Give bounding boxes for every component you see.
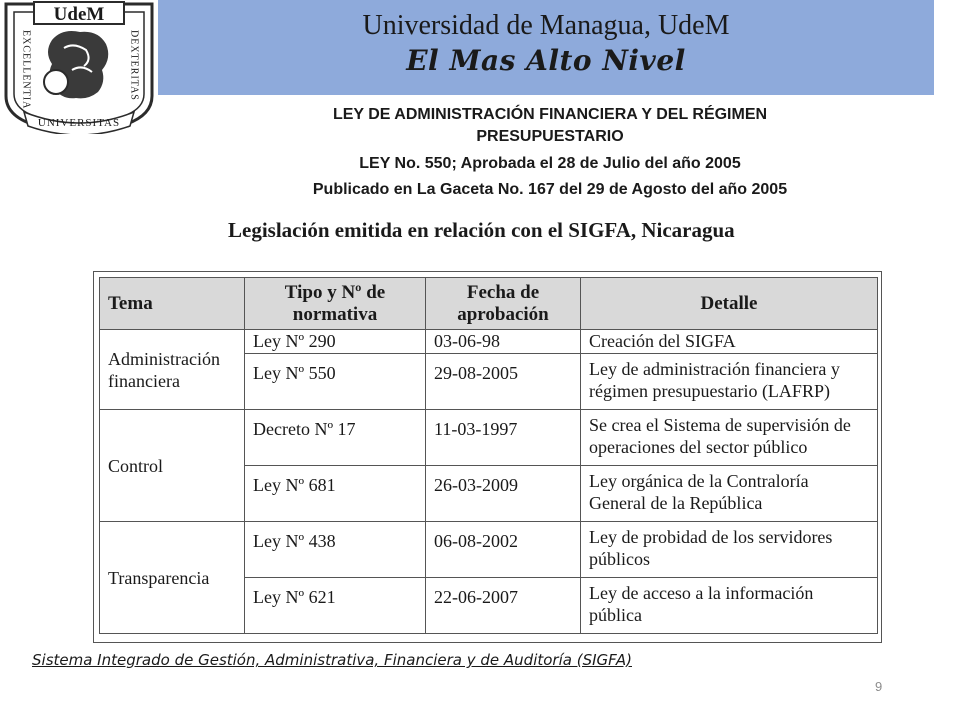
legislation-table-frame bbox=[93, 271, 882, 643]
table-row bbox=[100, 330, 878, 354]
table-row bbox=[100, 410, 878, 466]
detalle-cell: Creación del SIGFA bbox=[581, 330, 878, 354]
tipo-cell: Ley Nº 438 bbox=[245, 522, 426, 578]
tipo-cell: Ley Nº 621 bbox=[245, 578, 426, 634]
header-detalle: Detalle bbox=[581, 278, 878, 330]
fecha-cell: 26-03-2009 bbox=[426, 466, 581, 522]
fecha-cell: 03-06-98 bbox=[426, 330, 581, 354]
university-motto: El Mas Alto Nivel bbox=[406, 44, 686, 77]
header-fecha: Fecha de aprobación bbox=[426, 278, 581, 330]
detalle-cell: Ley de acceso a la información pública bbox=[581, 578, 878, 634]
detalle-cell: Ley orgánica de la Contraloría General de la República bbox=[581, 466, 878, 522]
legislation-table bbox=[99, 277, 878, 634]
page-number: 9 bbox=[875, 679, 883, 694]
tema-cell: Control bbox=[100, 410, 245, 522]
logo-bottom-motto: UNIVERSITAS bbox=[37, 117, 121, 129]
logo-right-motto: DEXTERITAS bbox=[128, 30, 140, 101]
fecha-cell: 22-06-2007 bbox=[426, 578, 581, 634]
lion-emblem-icon bbox=[44, 31, 108, 98]
header-tema: Tema bbox=[100, 278, 245, 330]
detalle-cell: Ley de administración financiera y régimen presupuestario (LAFRP) bbox=[581, 354, 878, 410]
university-logo bbox=[2, 0, 156, 134]
table-title: Legislación emitida en relación con el SIGFA, Nicaragua bbox=[228, 218, 735, 242]
university-title: Universidad de Managua, UdeM bbox=[362, 10, 730, 41]
tipo-cell: Decreto Nº 17 bbox=[245, 410, 426, 466]
sigfa-caption: Sistema Integrado de Gestión, Administrativa, Financiera y de Auditoría (SIGFA) bbox=[32, 651, 632, 669]
tipo-cell: Ley Nº 550 bbox=[245, 354, 426, 410]
law-heading-line1: LEY DE ADMINISTRACIÓN FINANCIERA Y DEL RÉGIMEN bbox=[332, 106, 768, 123]
table-header-row bbox=[100, 278, 878, 330]
law-heading-line2: PRESUPUESTARIO bbox=[476, 128, 624, 145]
fecha-cell: 11-03-1997 bbox=[426, 410, 581, 466]
law-publication-line: Publicado en La Gaceta No. 167 del 29 de Agosto del año 2005 bbox=[312, 181, 788, 198]
law-number-line: LEY No. 550; Aprobada el 28 de Julio del año 2005 bbox=[359, 155, 741, 172]
header-banner bbox=[158, 0, 934, 95]
detalle-cell: Se crea el Sistema de supervisión de operaciones del sector público bbox=[581, 410, 878, 466]
tipo-cell: Ley Nº 681 bbox=[245, 466, 426, 522]
detalle-cell: Ley de probidad de los servidores públicos bbox=[581, 522, 878, 578]
header-tipo: Tipo y Nº de normativa bbox=[245, 278, 426, 330]
logo-left-motto: EXCELLENTIA bbox=[20, 30, 32, 110]
fecha-cell: 06-08-2002 bbox=[426, 522, 581, 578]
tipo-cell: Ley Nº 290 bbox=[245, 330, 426, 354]
tema-cell: Transparencia bbox=[100, 522, 245, 634]
logo-monogram: UdeM bbox=[53, 4, 105, 25]
fecha-cell: 29-08-2005 bbox=[426, 354, 581, 410]
tema-cell: Administración financiera bbox=[100, 330, 245, 410]
table-row bbox=[100, 522, 878, 578]
